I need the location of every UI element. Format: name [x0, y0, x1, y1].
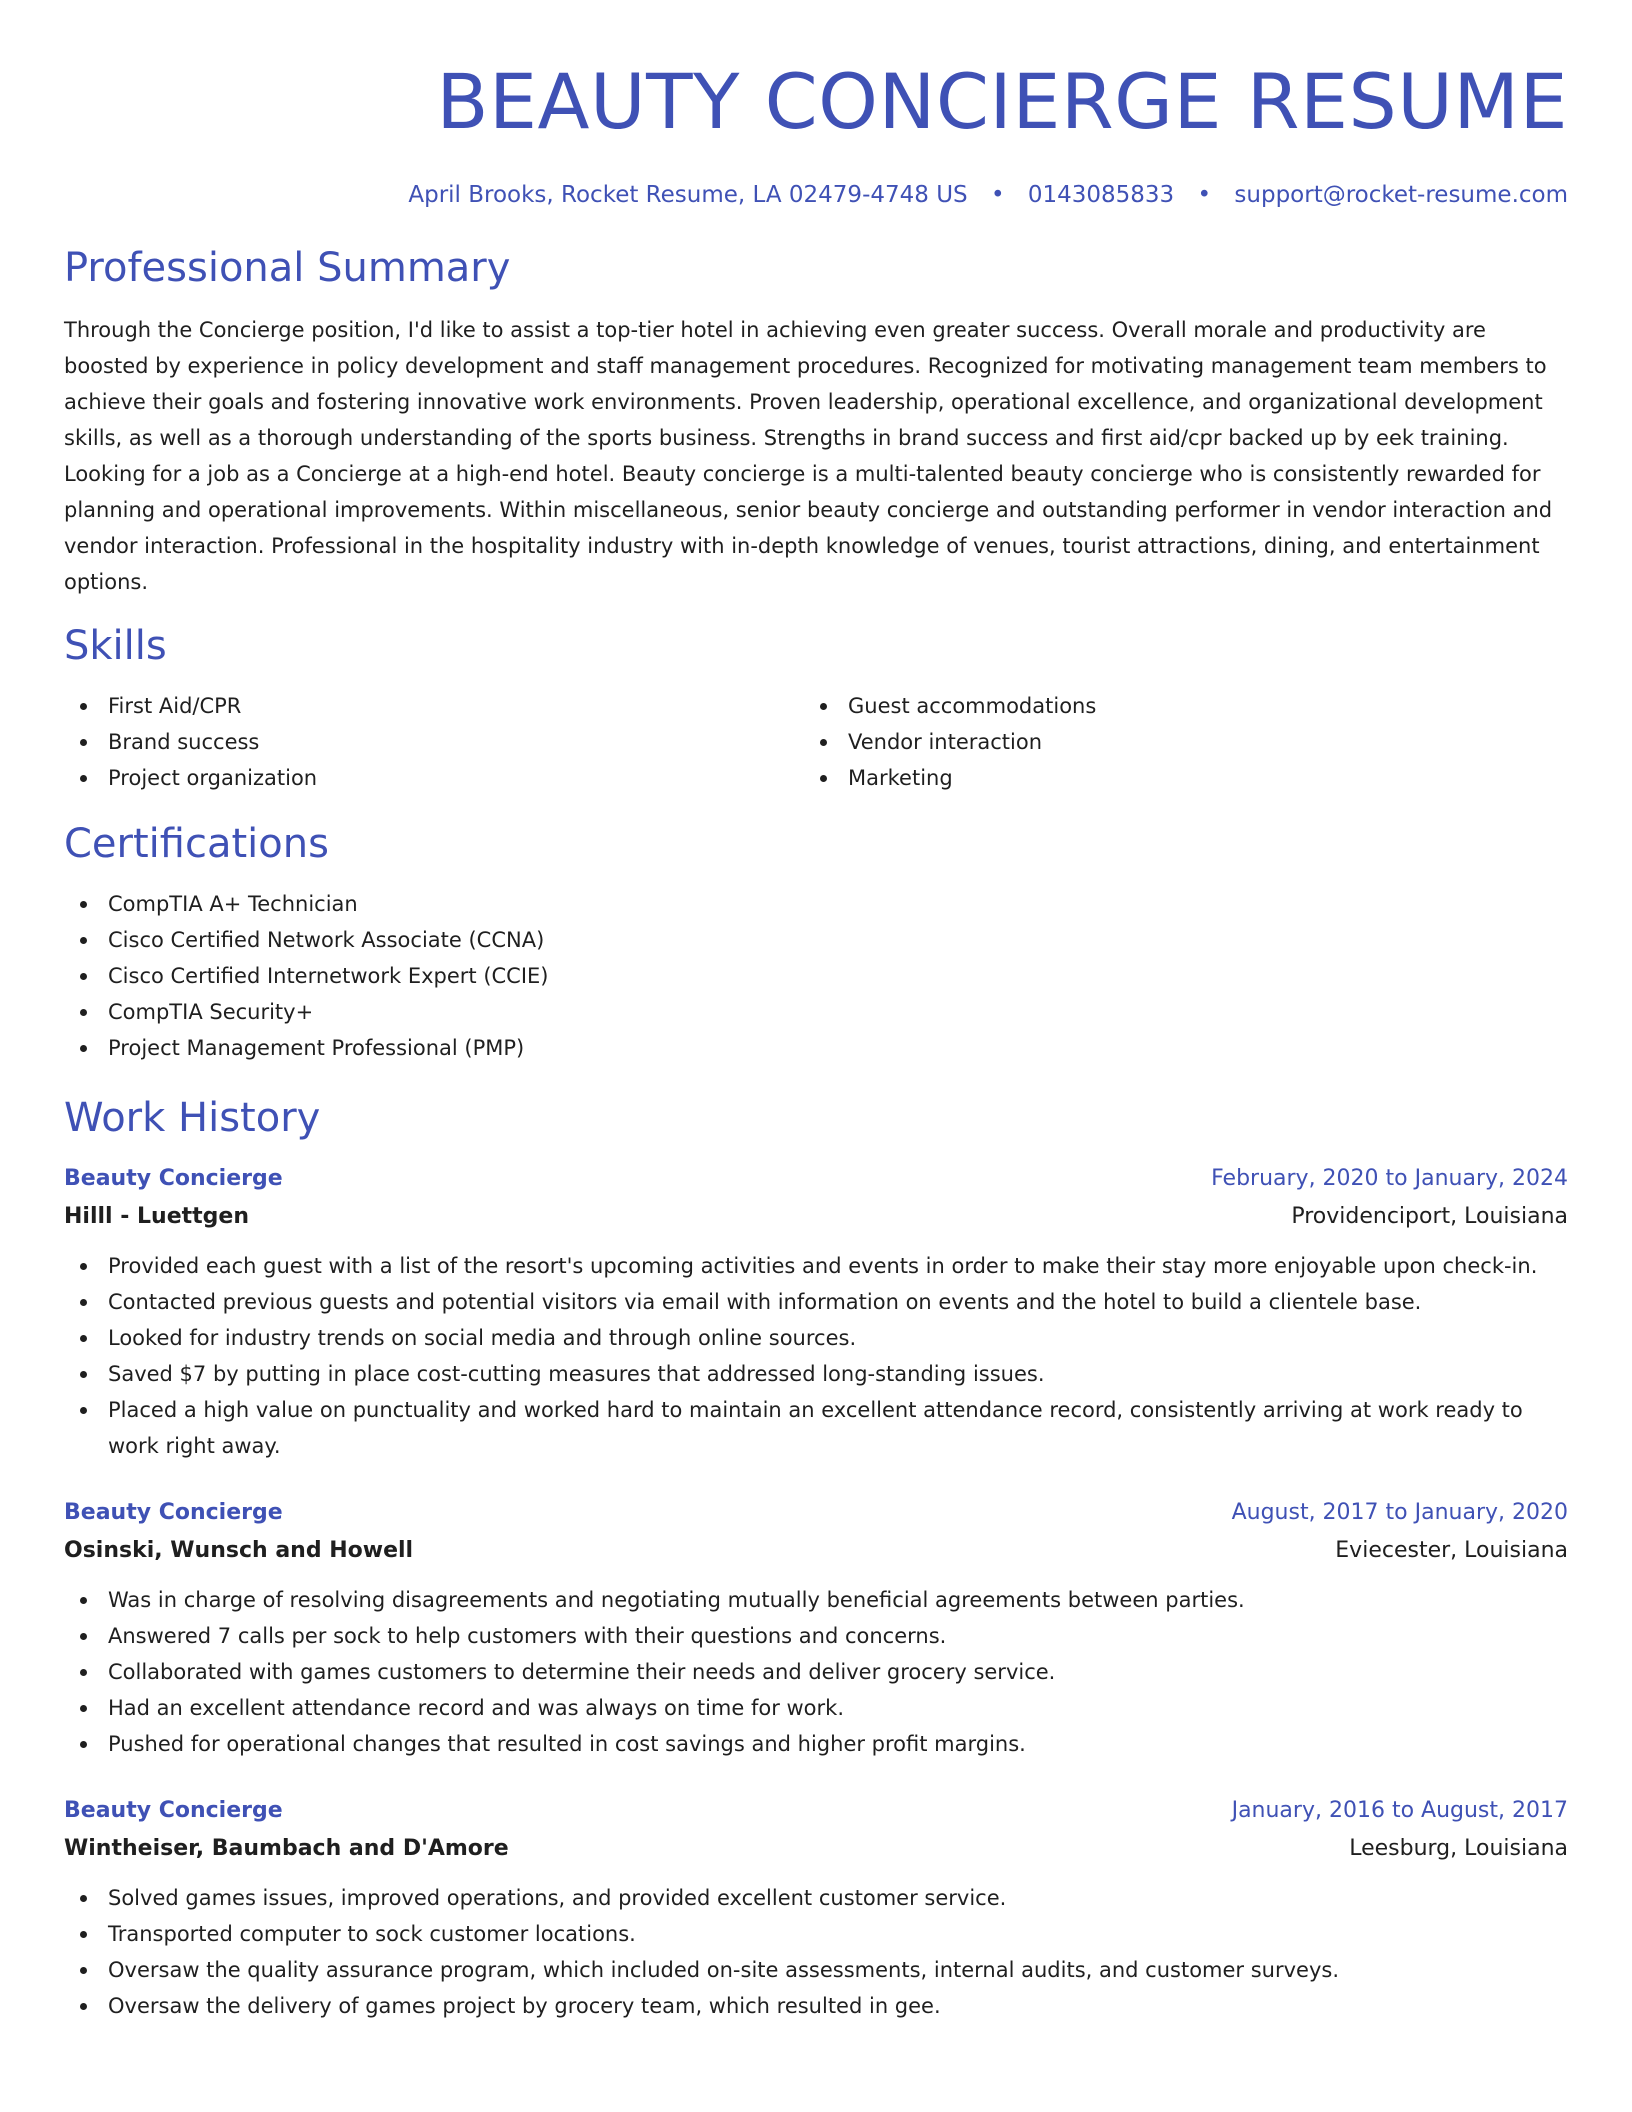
- job-company: Wintheiser, Baumbach and D'Amore: [64, 1836, 509, 1861]
- job-bullet: Had an excellent attendance record and was always on time for work.: [64, 1690, 1568, 1726]
- skill-item: Marketing: [804, 760, 1544, 796]
- certification-item: Project Management Professional (PMP): [64, 1030, 1568, 1066]
- skill-item: Project organization: [64, 760, 804, 796]
- resume-title: BEAUTY CONCIERGE RESUME: [436, 57, 1568, 146]
- job-company-row: [64, 1532, 1568, 1570]
- job-title: Beauty Concierge: [64, 1166, 283, 1191]
- job-bullet: Contacted previous guests and potential visitors via email with information on events and the hotel to build a clientele base.: [64, 1284, 1568, 1320]
- job-bullet: Saved $7 by putting in place cost-cutting measures that addressed long-standing issues.: [64, 1356, 1568, 1392]
- job-title: Beauty Concierge: [64, 1500, 283, 1525]
- work-history-section: [64, 1094, 1568, 2024]
- job-bullet: Answered 7 calls per sock to help customers with their questions and concerns.: [64, 1618, 1568, 1654]
- certification-item: Cisco Certified Network Associate (CCNA): [64, 922, 1568, 958]
- summary-section: [64, 244, 1568, 600]
- certification-item: CompTIA Security+: [64, 994, 1568, 1030]
- skills-list-left: [64, 688, 804, 796]
- skill-item: First Aid/CPR: [64, 688, 804, 724]
- contact-line: [64, 182, 1568, 208]
- job-header-row: [64, 1160, 1568, 1198]
- job-entry: [64, 1160, 1568, 1464]
- skill-item: Guest accommodations: [804, 688, 1544, 724]
- job-bullet: Looked for industry trends on social media and through online sources.: [64, 1320, 1568, 1356]
- summary-text: Through the Concierge position, I'd like to assist a top-tier hotel in achieving even greater success. Overall morale and productivity are boosted by experience in policy development and staff management procedures. Recognized for motivating management team members to achieve their goals and fostering innovative work environments. Proven leadership, operational excellence, and organizational development skills, as well as a thorough understanding of the sports business. Strengths in brand success and first aid/cpr backed up by eek training. Looking for a job as a Concierge at a high-end hotel. Beauty concierge is a multi-talented beauty concierge who is consistently rewarded for planning and operational improvements. Within miscellaneous, senior beauty concierge and outstanding performer in vendor interaction and vendor interaction. Professional in the hospitality industry with in-depth knowledge of venues, tourist attractions, dining, and entertainment options.: [64, 318, 1553, 594]
- job-bullet: Was in charge of resolving disagreements and negotiating mutually beneficial agreements between parties.: [64, 1582, 1568, 1618]
- work-history-heading: Work History: [64, 1095, 321, 1141]
- job-bullet: Placed a high value on punctuality and worked hard to maintain an excellent attendance record, consistently arriving at work ready to work right away.: [64, 1392, 1568, 1464]
- job-bullet: Transported computer to sock customer locations.: [64, 1916, 1568, 1952]
- job-company-row: [64, 1198, 1568, 1236]
- job-bullets: [64, 1582, 1568, 1762]
- contact-phone: 0143085833: [1027, 182, 1175, 208]
- certification-item: CompTIA A+ Technician: [64, 886, 1568, 922]
- job-company: Hilll - Luettgen: [64, 1204, 249, 1229]
- certifications-list: [64, 886, 1568, 1066]
- certifications-heading: Certifications: [64, 821, 329, 867]
- skills-heading: Skills: [64, 623, 167, 669]
- skill-item: Brand success: [64, 724, 804, 760]
- job-bullet: Provided each guest with a list of the resort's upcoming activities and events in order to make their stay more enjoyable upon check-in.: [64, 1248, 1568, 1284]
- job-bullet: Solved games issues, improved operations, and provided excellent customer service.: [64, 1880, 1568, 1916]
- job-entry: [64, 1792, 1568, 2024]
- job-bullet: Oversaw the quality assurance program, which included on-site assessments, internal audits, and customer surveys.: [64, 1952, 1568, 1988]
- certifications-section: [64, 820, 1568, 1066]
- skills-list-right: [804, 688, 1544, 796]
- job-location: Providenciport, Louisiana: [1291, 1204, 1568, 1229]
- job-bullet: Oversaw the delivery of games project by grocery team, which resulted in gee.: [64, 1988, 1568, 2024]
- job-dates: January, 2016 to August, 2017: [1231, 1798, 1568, 1823]
- contact-address: April Brooks, Rocket Resume, LA 02479-4748 US: [408, 182, 968, 208]
- job-bullet: Pushed for operational changes that resulted in cost savings and higher profit margins.: [64, 1726, 1568, 1762]
- job-title: Beauty Concierge: [64, 1798, 283, 1823]
- skill-item: Vendor interaction: [804, 724, 1544, 760]
- skills-grid: [64, 688, 1568, 796]
- job-dates: August, 2017 to January, 2020: [1231, 1500, 1568, 1525]
- contact-separator: •: [1197, 182, 1212, 208]
- job-header-row: [64, 1792, 1568, 1830]
- job-company-row: [64, 1830, 1568, 1868]
- skills-section: [64, 622, 1568, 796]
- contact-separator: •: [990, 182, 1005, 208]
- job-header-row: [64, 1494, 1568, 1532]
- certification-item: Cisco Certified Internetwork Expert (CCIE): [64, 958, 1568, 994]
- job-dates: February, 2020 to January, 2024: [1211, 1166, 1568, 1191]
- job-bullets: [64, 1248, 1568, 1464]
- resume-header: [64, 57, 1568, 208]
- job-location: Leesburg, Louisiana: [1349, 1836, 1568, 1861]
- job-entry: [64, 1494, 1568, 1762]
- job-company: Osinski, Wunsch and Howell: [64, 1538, 414, 1563]
- contact-email: support@rocket-resume.com: [1234, 182, 1568, 208]
- summary-heading: Professional Summary: [64, 245, 511, 291]
- job-bullet: Collaborated with games customers to determine their needs and deliver grocery service.: [64, 1654, 1568, 1690]
- job-location: Eviecester, Louisiana: [1335, 1538, 1568, 1563]
- job-bullets: [64, 1880, 1568, 2024]
